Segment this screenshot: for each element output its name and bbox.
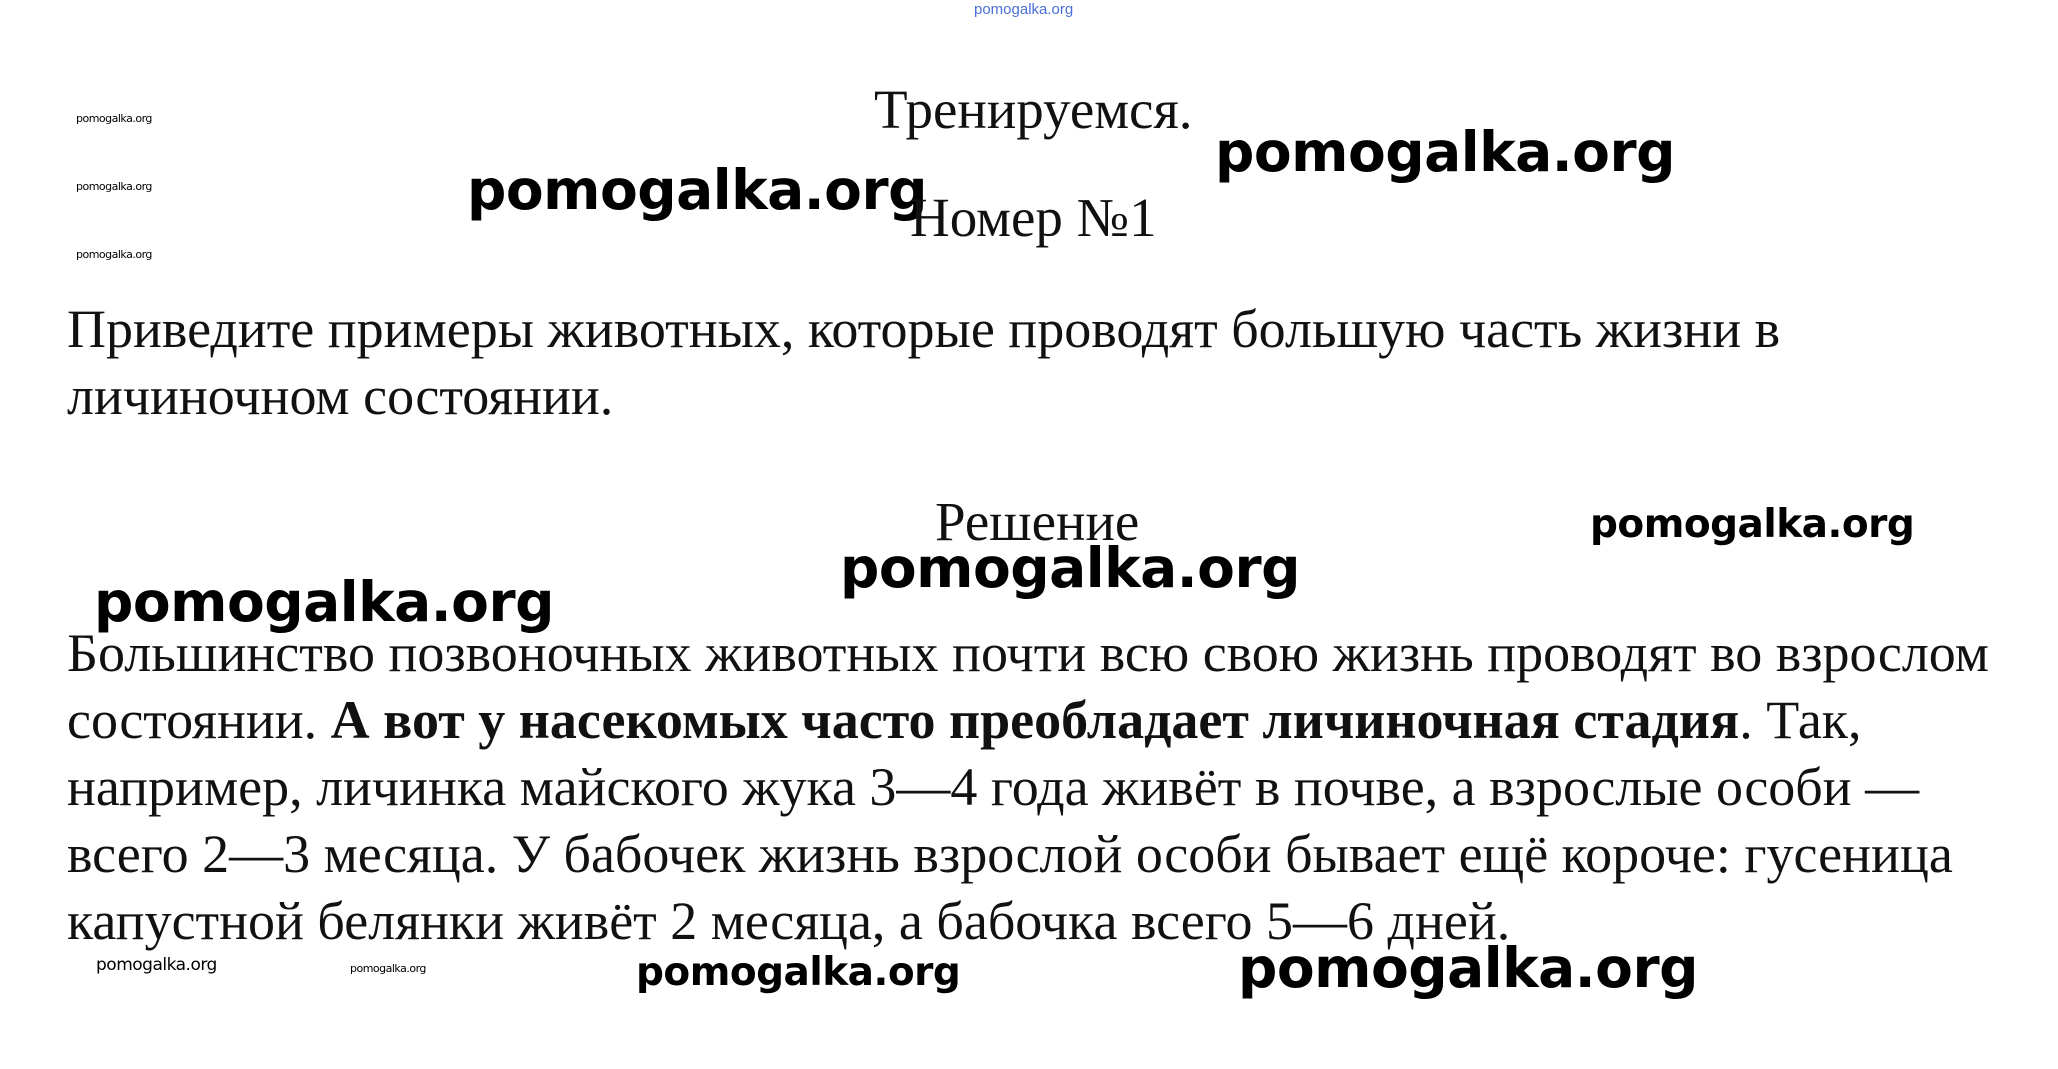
watermark-large-5: pomogalka.org xyxy=(1238,936,1698,1000)
watermark-small-4: pomogalka.org xyxy=(96,955,217,975)
watermark-small-1: pomogalka.org xyxy=(76,112,152,125)
watermark-large-1: pomogalka.org xyxy=(1215,120,1675,184)
solution-intro: Большинство позвоночных животных почти всю свою жизнь проводят во взрослом состоянии. xyxy=(67,623,1989,750)
watermark-large-2: pomogalka.org xyxy=(467,158,927,222)
solution-bold-part: А вот у насекомых часто преобладает личиночная стадия xyxy=(330,690,1740,750)
watermark-small-5: pomogalka.org xyxy=(350,962,426,975)
watermark-top-link[interactable]: pomogalka.org xyxy=(974,1,1074,18)
solution-text xyxy=(67,620,2017,955)
number-title: Номер №1 xyxy=(910,187,1157,248)
watermark-medium-1: pomogalka.org xyxy=(1590,502,1915,547)
watermark-medium-2: pomogalka.org xyxy=(636,950,961,995)
question-text: Приведите примеры животных, которые проводят большую часть жизни в личиночном состоянии. xyxy=(67,299,1781,426)
solution-title: Решение xyxy=(935,491,1140,552)
solution-rest: . Так, например, личинка майского жука 3—4 года живёт в почве, а взрослые особи — всего 2—3 месяца. У бабочек жизнь взрослой особи бывает ещё короче: гусеница капустной белянки живёт 2 месяца, а бабочка всего 5—6 дней. xyxy=(67,690,1953,951)
watermark-large-3: pomogalka.org xyxy=(840,536,1300,600)
watermark-small-2: pomogalka.org xyxy=(76,180,152,193)
section-title: Тренируемся. xyxy=(874,79,1193,140)
watermark-small-3: pomogalka.org xyxy=(76,248,152,261)
watermark-large-4: pomogalka.org xyxy=(94,570,554,634)
